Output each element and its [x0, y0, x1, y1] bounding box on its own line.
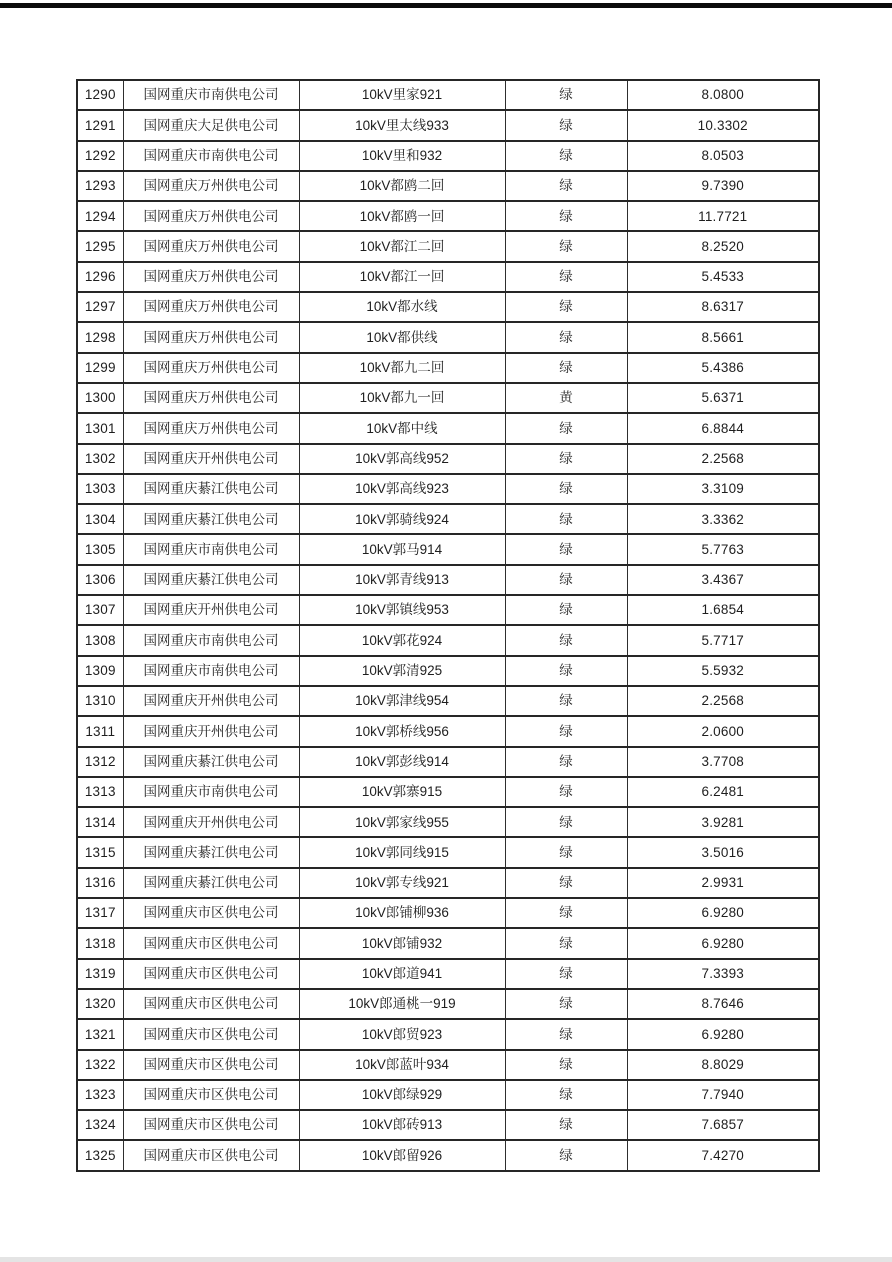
- table-row: [77, 837, 819, 867]
- table-row: [77, 1110, 819, 1140]
- status-color-cell: 绿: [505, 413, 627, 443]
- table-row: [77, 262, 819, 292]
- company-cell: 国网重庆万州供电公司: [123, 322, 299, 352]
- value-cell: 3.9281: [627, 807, 819, 837]
- value-cell: 6.8844: [627, 413, 819, 443]
- row-number-cell: 1298: [77, 322, 123, 352]
- company-cell: 国网重庆市区供电公司: [123, 898, 299, 928]
- value-cell: 7.6857: [627, 1110, 819, 1140]
- company-cell: 国网重庆万州供电公司: [123, 171, 299, 201]
- company-cell: 国网重庆市区供电公司: [123, 1140, 299, 1170]
- value-cell: 8.0800: [627, 80, 819, 110]
- row-number-cell: 1295: [77, 231, 123, 261]
- page-top-edge-bar: [0, 3, 892, 8]
- line-name-cell: 10kV都江一回: [299, 262, 505, 292]
- row-number-cell: 1324: [77, 1110, 123, 1140]
- status-color-cell: 绿: [505, 231, 627, 261]
- table-row: [77, 534, 819, 564]
- company-cell: 国网重庆市南供电公司: [123, 777, 299, 807]
- table-row: [77, 777, 819, 807]
- value-cell: 6.9280: [627, 898, 819, 928]
- status-color-cell: 绿: [505, 928, 627, 958]
- table-row: [77, 1050, 819, 1080]
- company-cell: 国网重庆万州供电公司: [123, 413, 299, 443]
- status-color-cell: 绿: [505, 837, 627, 867]
- line-name-cell: 10kV郭高线952: [299, 444, 505, 474]
- table-row: [77, 474, 819, 504]
- company-cell: 国网重庆綦江供电公司: [123, 474, 299, 504]
- row-number-cell: 1316: [77, 868, 123, 898]
- line-name-cell: 10kV郎砖913: [299, 1110, 505, 1140]
- value-cell: 8.7646: [627, 989, 819, 1019]
- value-cell: 8.0503: [627, 141, 819, 171]
- value-cell: 8.2520: [627, 231, 819, 261]
- status-color-cell: 绿: [505, 1050, 627, 1080]
- status-color-cell: 绿: [505, 656, 627, 686]
- table-row: [77, 292, 819, 322]
- company-cell: 国网重庆市区供电公司: [123, 1110, 299, 1140]
- value-cell: 5.6371: [627, 383, 819, 413]
- company-cell: 国网重庆市南供电公司: [123, 625, 299, 655]
- status-color-cell: 绿: [505, 474, 627, 504]
- value-cell: 6.9280: [627, 1019, 819, 1049]
- table-row: [77, 989, 819, 1019]
- line-name-cell: 10kV郭彭线914: [299, 747, 505, 777]
- line-name-cell: 10kV郭津线954: [299, 686, 505, 716]
- table-row: [77, 141, 819, 171]
- table-row: [77, 383, 819, 413]
- company-cell: 国网重庆万州供电公司: [123, 292, 299, 322]
- table-row: [77, 625, 819, 655]
- table-row: [77, 959, 819, 989]
- status-color-cell: 绿: [505, 262, 627, 292]
- row-number-cell: 1320: [77, 989, 123, 1019]
- company-cell: 国网重庆市南供电公司: [123, 534, 299, 564]
- status-color-cell: 绿: [505, 1019, 627, 1049]
- company-cell: 国网重庆大足供电公司: [123, 110, 299, 140]
- status-color-cell: 绿: [505, 595, 627, 625]
- line-name-cell: 10kV郭花924: [299, 625, 505, 655]
- company-cell: 国网重庆万州供电公司: [123, 383, 299, 413]
- status-color-cell: 绿: [505, 1140, 627, 1170]
- line-name-cell: 10kV郎通桃一919: [299, 989, 505, 1019]
- value-cell: 3.3362: [627, 504, 819, 534]
- value-cell: 5.7717: [627, 625, 819, 655]
- table-row: [77, 231, 819, 261]
- value-cell: 10.3302: [627, 110, 819, 140]
- line-name-cell: 10kV郎铺柳936: [299, 898, 505, 928]
- line-name-cell: 10kV郭同线915: [299, 837, 505, 867]
- line-name-cell: 10kV郭寨915: [299, 777, 505, 807]
- table-row: [77, 322, 819, 352]
- status-color-cell: 绿: [505, 807, 627, 837]
- status-color-cell: 绿: [505, 201, 627, 231]
- row-number-cell: 1317: [77, 898, 123, 928]
- status-color-cell: 绿: [505, 625, 627, 655]
- line-name-cell: 10kV郎绿929: [299, 1080, 505, 1110]
- row-number-cell: 1304: [77, 504, 123, 534]
- value-cell: 5.7763: [627, 534, 819, 564]
- line-name-cell: 10kV郭家线955: [299, 807, 505, 837]
- row-number-cell: 1302: [77, 444, 123, 474]
- line-name-cell: 10kV都鸥二回: [299, 171, 505, 201]
- value-cell: 2.2568: [627, 686, 819, 716]
- value-cell: 8.6317: [627, 292, 819, 322]
- line-name-cell: 10kV都鸥一回: [299, 201, 505, 231]
- company-cell: 国网重庆市区供电公司: [123, 1019, 299, 1049]
- line-name-cell: 10kV郭青线913: [299, 565, 505, 595]
- table-row: [77, 444, 819, 474]
- status-color-cell: 黄: [505, 383, 627, 413]
- status-color-cell: 绿: [505, 80, 627, 110]
- row-number-cell: 1314: [77, 807, 123, 837]
- table-row: [77, 595, 819, 625]
- table-row: [77, 1019, 819, 1049]
- company-cell: 国网重庆市区供电公司: [123, 1050, 299, 1080]
- status-color-cell: 绿: [505, 868, 627, 898]
- value-cell: 6.2481: [627, 777, 819, 807]
- value-cell: 3.3109: [627, 474, 819, 504]
- line-name-cell: 10kV都中线: [299, 413, 505, 443]
- value-cell: 7.4270: [627, 1140, 819, 1170]
- line-name-cell: 10kV都江二回: [299, 231, 505, 261]
- line-name-cell: 10kV都水线: [299, 292, 505, 322]
- table-row: [77, 565, 819, 595]
- status-color-cell: 绿: [505, 322, 627, 352]
- company-cell: 国网重庆开州供电公司: [123, 716, 299, 746]
- line-name-cell: 10kV郎道941: [299, 959, 505, 989]
- row-number-cell: 1305: [77, 534, 123, 564]
- company-cell: 国网重庆綦江供电公司: [123, 565, 299, 595]
- table-body: [77, 80, 819, 1171]
- row-number-cell: 1303: [77, 474, 123, 504]
- company-cell: 国网重庆綦江供电公司: [123, 504, 299, 534]
- status-color-cell: 绿: [505, 1110, 627, 1140]
- row-number-cell: 1315: [77, 837, 123, 867]
- row-number-cell: 1321: [77, 1019, 123, 1049]
- row-number-cell: 1309: [77, 656, 123, 686]
- value-cell: 1.6854: [627, 595, 819, 625]
- value-cell: 9.7390: [627, 171, 819, 201]
- row-number-cell: 1310: [77, 686, 123, 716]
- row-number-cell: 1296: [77, 262, 123, 292]
- table-row: [77, 898, 819, 928]
- value-cell: 3.5016: [627, 837, 819, 867]
- row-number-cell: 1294: [77, 201, 123, 231]
- row-number-cell: 1292: [77, 141, 123, 171]
- row-number-cell: 1323: [77, 1080, 123, 1110]
- status-color-cell: 绿: [505, 534, 627, 564]
- status-color-cell: 绿: [505, 292, 627, 322]
- value-cell: 5.5932: [627, 656, 819, 686]
- power-line-table-container: [76, 79, 820, 1172]
- row-number-cell: 1307: [77, 595, 123, 625]
- line-name-cell: 10kV郭镇线953: [299, 595, 505, 625]
- power-line-table: [76, 79, 820, 1172]
- row-number-cell: 1293: [77, 171, 123, 201]
- row-number-cell: 1322: [77, 1050, 123, 1080]
- table-row: [77, 353, 819, 383]
- company-cell: 国网重庆市区供电公司: [123, 928, 299, 958]
- line-name-cell: 10kV里和932: [299, 141, 505, 171]
- company-cell: 国网重庆綦江供电公司: [123, 868, 299, 898]
- company-cell: 国网重庆万州供电公司: [123, 231, 299, 261]
- row-number-cell: 1297: [77, 292, 123, 322]
- company-cell: 国网重庆开州供电公司: [123, 595, 299, 625]
- row-number-cell: 1301: [77, 413, 123, 443]
- table-row: [77, 868, 819, 898]
- status-color-cell: 绿: [505, 353, 627, 383]
- line-name-cell: 10kV里家921: [299, 80, 505, 110]
- table-row: [77, 80, 819, 110]
- status-color-cell: 绿: [505, 110, 627, 140]
- value-cell: 11.7721: [627, 201, 819, 231]
- line-name-cell: 10kV都九二回: [299, 353, 505, 383]
- line-name-cell: 10kV郎留926: [299, 1140, 505, 1170]
- table-row: [77, 110, 819, 140]
- table-row: [77, 716, 819, 746]
- row-number-cell: 1308: [77, 625, 123, 655]
- company-cell: 国网重庆万州供电公司: [123, 262, 299, 292]
- value-cell: 2.0600: [627, 716, 819, 746]
- table-row: [77, 504, 819, 534]
- value-cell: 5.4533: [627, 262, 819, 292]
- table-row: [77, 201, 819, 231]
- company-cell: 国网重庆开州供电公司: [123, 686, 299, 716]
- table-row: [77, 656, 819, 686]
- row-number-cell: 1318: [77, 928, 123, 958]
- table-row: [77, 413, 819, 443]
- table-row: [77, 686, 819, 716]
- value-cell: 2.2568: [627, 444, 819, 474]
- company-cell: 国网重庆市南供电公司: [123, 656, 299, 686]
- company-cell: 国网重庆綦江供电公司: [123, 747, 299, 777]
- row-number-cell: 1319: [77, 959, 123, 989]
- row-number-cell: 1313: [77, 777, 123, 807]
- status-color-cell: 绿: [505, 898, 627, 928]
- status-color-cell: 绿: [505, 171, 627, 201]
- status-color-cell: 绿: [505, 686, 627, 716]
- line-name-cell: 10kV郭清925: [299, 656, 505, 686]
- value-cell: 8.8029: [627, 1050, 819, 1080]
- table-row: [77, 807, 819, 837]
- company-cell: 国网重庆开州供电公司: [123, 444, 299, 474]
- status-color-cell: 绿: [505, 959, 627, 989]
- page-bottom-edge-bar: [0, 1257, 892, 1262]
- status-color-cell: 绿: [505, 716, 627, 746]
- value-cell: 2.9931: [627, 868, 819, 898]
- value-cell: 3.7708: [627, 747, 819, 777]
- company-cell: 国网重庆万州供电公司: [123, 201, 299, 231]
- company-cell: 国网重庆开州供电公司: [123, 807, 299, 837]
- table-row: [77, 171, 819, 201]
- company-cell: 国网重庆市区供电公司: [123, 959, 299, 989]
- company-cell: 国网重庆市区供电公司: [123, 1080, 299, 1110]
- value-cell: 8.5661: [627, 322, 819, 352]
- status-color-cell: 绿: [505, 747, 627, 777]
- table-row: [77, 1140, 819, 1170]
- company-cell: 国网重庆市区供电公司: [123, 989, 299, 1019]
- row-number-cell: 1311: [77, 716, 123, 746]
- line-name-cell: 10kV郎蓝叶934: [299, 1050, 505, 1080]
- line-name-cell: 10kV郭马914: [299, 534, 505, 564]
- status-color-cell: 绿: [505, 777, 627, 807]
- value-cell: 3.4367: [627, 565, 819, 595]
- row-number-cell: 1299: [77, 353, 123, 383]
- company-cell: 国网重庆市南供电公司: [123, 141, 299, 171]
- status-color-cell: 绿: [505, 504, 627, 534]
- table-row: [77, 928, 819, 958]
- row-number-cell: 1291: [77, 110, 123, 140]
- company-cell: 国网重庆市南供电公司: [123, 80, 299, 110]
- company-cell: 国网重庆万州供电公司: [123, 353, 299, 383]
- value-cell: 6.9280: [627, 928, 819, 958]
- line-name-cell: 10kV都供线: [299, 322, 505, 352]
- value-cell: 5.4386: [627, 353, 819, 383]
- line-name-cell: 10kV郎贸923: [299, 1019, 505, 1049]
- line-name-cell: 10kV郭骑线924: [299, 504, 505, 534]
- status-color-cell: 绿: [505, 141, 627, 171]
- company-cell: 国网重庆綦江供电公司: [123, 837, 299, 867]
- row-number-cell: 1306: [77, 565, 123, 595]
- row-number-cell: 1312: [77, 747, 123, 777]
- status-color-cell: 绿: [505, 444, 627, 474]
- row-number-cell: 1300: [77, 383, 123, 413]
- table-row: [77, 747, 819, 777]
- row-number-cell: 1290: [77, 80, 123, 110]
- line-name-cell: 10kV都九一回: [299, 383, 505, 413]
- status-color-cell: 绿: [505, 989, 627, 1019]
- status-color-cell: 绿: [505, 1080, 627, 1110]
- value-cell: 7.3393: [627, 959, 819, 989]
- line-name-cell: 10kV郭高线923: [299, 474, 505, 504]
- status-color-cell: 绿: [505, 565, 627, 595]
- line-name-cell: 10kV郎铺932: [299, 928, 505, 958]
- table-row: [77, 1080, 819, 1110]
- line-name-cell: 10kV郭专线921: [299, 868, 505, 898]
- row-number-cell: 1325: [77, 1140, 123, 1170]
- line-name-cell: 10kV里太线933: [299, 110, 505, 140]
- value-cell: 7.7940: [627, 1080, 819, 1110]
- line-name-cell: 10kV郭桥线956: [299, 716, 505, 746]
